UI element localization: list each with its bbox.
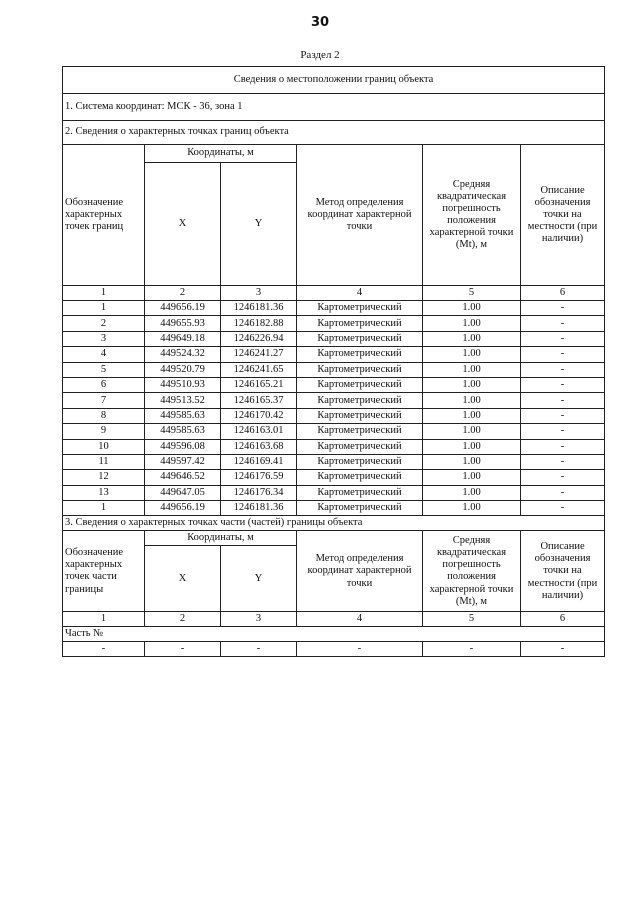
header3-y: Y [221, 546, 297, 612]
point-y: 1246165.37 [221, 393, 297, 408]
point-number: 4 [63, 347, 145, 362]
header3-method: Метод определения координат характерной точки [297, 531, 423, 612]
table-title: Сведения о местоположении границ объекта [63, 67, 605, 94]
point-method: Картометрический [297, 393, 423, 408]
point-method: Картометрический [297, 424, 423, 439]
point-description: - [521, 377, 605, 392]
point-number: 13 [63, 485, 145, 500]
point-method: Картометрический [297, 347, 423, 362]
point-y: 1246241.65 [221, 362, 297, 377]
point-number: 8 [63, 408, 145, 423]
section2-title: 2. Сведения о характерных точках границ объекта [63, 121, 605, 145]
point-method: Картометрический [297, 470, 423, 485]
point-description: - [521, 501, 605, 516]
part-cell: - [297, 642, 423, 657]
point-number: 5 [63, 362, 145, 377]
point-error: 1.00 [423, 454, 521, 469]
header3-designation-text: Обозначение характерных точек части границы [65, 547, 124, 595]
column-number-cell: 6 [521, 612, 605, 627]
point-error: 1.00 [423, 424, 521, 439]
point-error: 1.00 [423, 347, 521, 362]
point-method: Картометрический [297, 408, 423, 423]
point-description: - [521, 331, 605, 346]
point-error: 1.00 [423, 377, 521, 392]
part-label: Часть № [63, 627, 605, 642]
point-number: 2 [63, 316, 145, 331]
point-x: 449656.19 [145, 301, 221, 316]
header3-coords: Координаты, м [145, 531, 297, 546]
table-row [63, 408, 605, 423]
header-y: Y [221, 163, 297, 286]
header3-error: Средняя квадратическая погрешность положения характерной точки (Mt), м [423, 531, 521, 612]
point-error: 1.00 [423, 470, 521, 485]
point-y: 1246170.42 [221, 408, 297, 423]
column-number-cell: 4 [297, 286, 423, 301]
point-method: Картометрический [297, 501, 423, 516]
point-x: 449656.19 [145, 501, 221, 516]
point-number: 11 [63, 454, 145, 469]
point-x: 449647.05 [145, 485, 221, 500]
column-number-cell: 3 [221, 612, 297, 627]
part-cell: - [221, 642, 297, 657]
table-row [63, 362, 605, 377]
point-method: Картометрический [297, 439, 423, 454]
header-x: X [145, 163, 221, 286]
point-y: 1246181.36 [221, 501, 297, 516]
table-row [63, 377, 605, 392]
point-error: 1.00 [423, 393, 521, 408]
column-number-cell: 2 [145, 612, 221, 627]
header-description: Описание обозначения точки на местности (при наличии) [521, 145, 605, 286]
point-y: 1246163.01 [221, 424, 297, 439]
point-x: 449520.79 [145, 362, 221, 377]
column-number-cell: 4 [297, 612, 423, 627]
point-description: - [521, 301, 605, 316]
page-number: 30 [310, 15, 330, 30]
table-row [63, 485, 605, 500]
point-y: 1246163.68 [221, 439, 297, 454]
section3-title: 3. Сведения о характерных точках части (частей) границы объекта [63, 516, 605, 531]
point-number: 6 [63, 377, 145, 392]
point-y: 1246176.34 [221, 485, 297, 500]
point-method: Картометрический [297, 485, 423, 500]
column-number-cell: 5 [423, 286, 521, 301]
point-error: 1.00 [423, 316, 521, 331]
column-number-cell: 2 [145, 286, 221, 301]
point-description: - [521, 424, 605, 439]
point-y: 1246176.59 [221, 470, 297, 485]
header-error: Средняя квадратическая погрешность положения характерной точки (Mt), м [423, 145, 521, 286]
table-row [63, 424, 605, 439]
column-number-cell: 1 [63, 612, 145, 627]
column-number-cell: 1 [63, 286, 145, 301]
column-number-cell: 3 [221, 286, 297, 301]
point-y: 1246165.21 [221, 377, 297, 392]
point-x: 449513.52 [145, 393, 221, 408]
point-method: Картометрический [297, 331, 423, 346]
point-x: 449646.52 [145, 470, 221, 485]
point-x: 449649.18 [145, 331, 221, 346]
part-cell: - [63, 642, 145, 657]
point-y: 1246181.36 [221, 301, 297, 316]
part-cell: - [521, 642, 605, 657]
point-description: - [521, 485, 605, 500]
point-x: 449524.32 [145, 347, 221, 362]
table-row [63, 347, 605, 362]
table-row [63, 454, 605, 469]
point-number: 7 [63, 393, 145, 408]
point-y: 1246241.27 [221, 347, 297, 362]
point-x: 449596.08 [145, 439, 221, 454]
point-x: 449655.93 [145, 316, 221, 331]
boundary-table [62, 66, 605, 657]
table-row [63, 501, 605, 516]
table-row [63, 331, 605, 346]
section-label: Раздел 2 [300, 49, 340, 61]
header3-x: X [145, 546, 221, 612]
column-numbers-row-3 [63, 612, 605, 627]
table-row [63, 393, 605, 408]
point-error: 1.00 [423, 331, 521, 346]
part-row [63, 642, 605, 657]
table-row [63, 470, 605, 485]
column-numbers-row [63, 286, 605, 301]
point-number: 9 [63, 424, 145, 439]
point-x: 449597.42 [145, 454, 221, 469]
point-number: 3 [63, 331, 145, 346]
header3-description: Описание обозначения точки на местности (при наличии) [521, 531, 605, 612]
coord-system: 1. Система координат: МСК - 36, зона 1 [63, 94, 605, 121]
table-row [63, 316, 605, 331]
point-x: 449585.63 [145, 408, 221, 423]
point-y: 1246182.88 [221, 316, 297, 331]
point-method: Картометрический [297, 362, 423, 377]
point-method: Картометрический [297, 316, 423, 331]
header-method: Метод определения координат характерной точки [297, 145, 423, 286]
table-row [63, 301, 605, 316]
point-number: 1 [63, 301, 145, 316]
point-x: 449510.93 [145, 377, 221, 392]
point-error: 1.00 [423, 501, 521, 516]
header-designation: Обозначение характерных точек границ [63, 145, 145, 286]
column-number-cell: 6 [521, 286, 605, 301]
point-y: 1246169.41 [221, 454, 297, 469]
point-description: - [521, 362, 605, 377]
header3-designation [63, 531, 145, 612]
point-error: 1.00 [423, 485, 521, 500]
point-description: - [521, 408, 605, 423]
point-number: 1 [63, 501, 145, 516]
part-cell: - [145, 642, 221, 657]
point-description: - [521, 454, 605, 469]
point-error: 1.00 [423, 301, 521, 316]
point-number: 10 [63, 439, 145, 454]
point-error: 1.00 [423, 362, 521, 377]
table-row [63, 439, 605, 454]
point-description: - [521, 439, 605, 454]
point-x: 449585.63 [145, 424, 221, 439]
point-description: - [521, 393, 605, 408]
point-description: - [521, 470, 605, 485]
point-method: Картометрический [297, 377, 423, 392]
point-number: 12 [63, 470, 145, 485]
point-method: Картометрический [297, 454, 423, 469]
point-method: Картометрический [297, 301, 423, 316]
point-error: 1.00 [423, 408, 521, 423]
header-coords: Координаты, м [145, 145, 297, 163]
point-description: - [521, 316, 605, 331]
point-description: - [521, 347, 605, 362]
part-cell: - [423, 642, 521, 657]
column-number-cell: 5 [423, 612, 521, 627]
point-y: 1246226.94 [221, 331, 297, 346]
point-error: 1.00 [423, 439, 521, 454]
